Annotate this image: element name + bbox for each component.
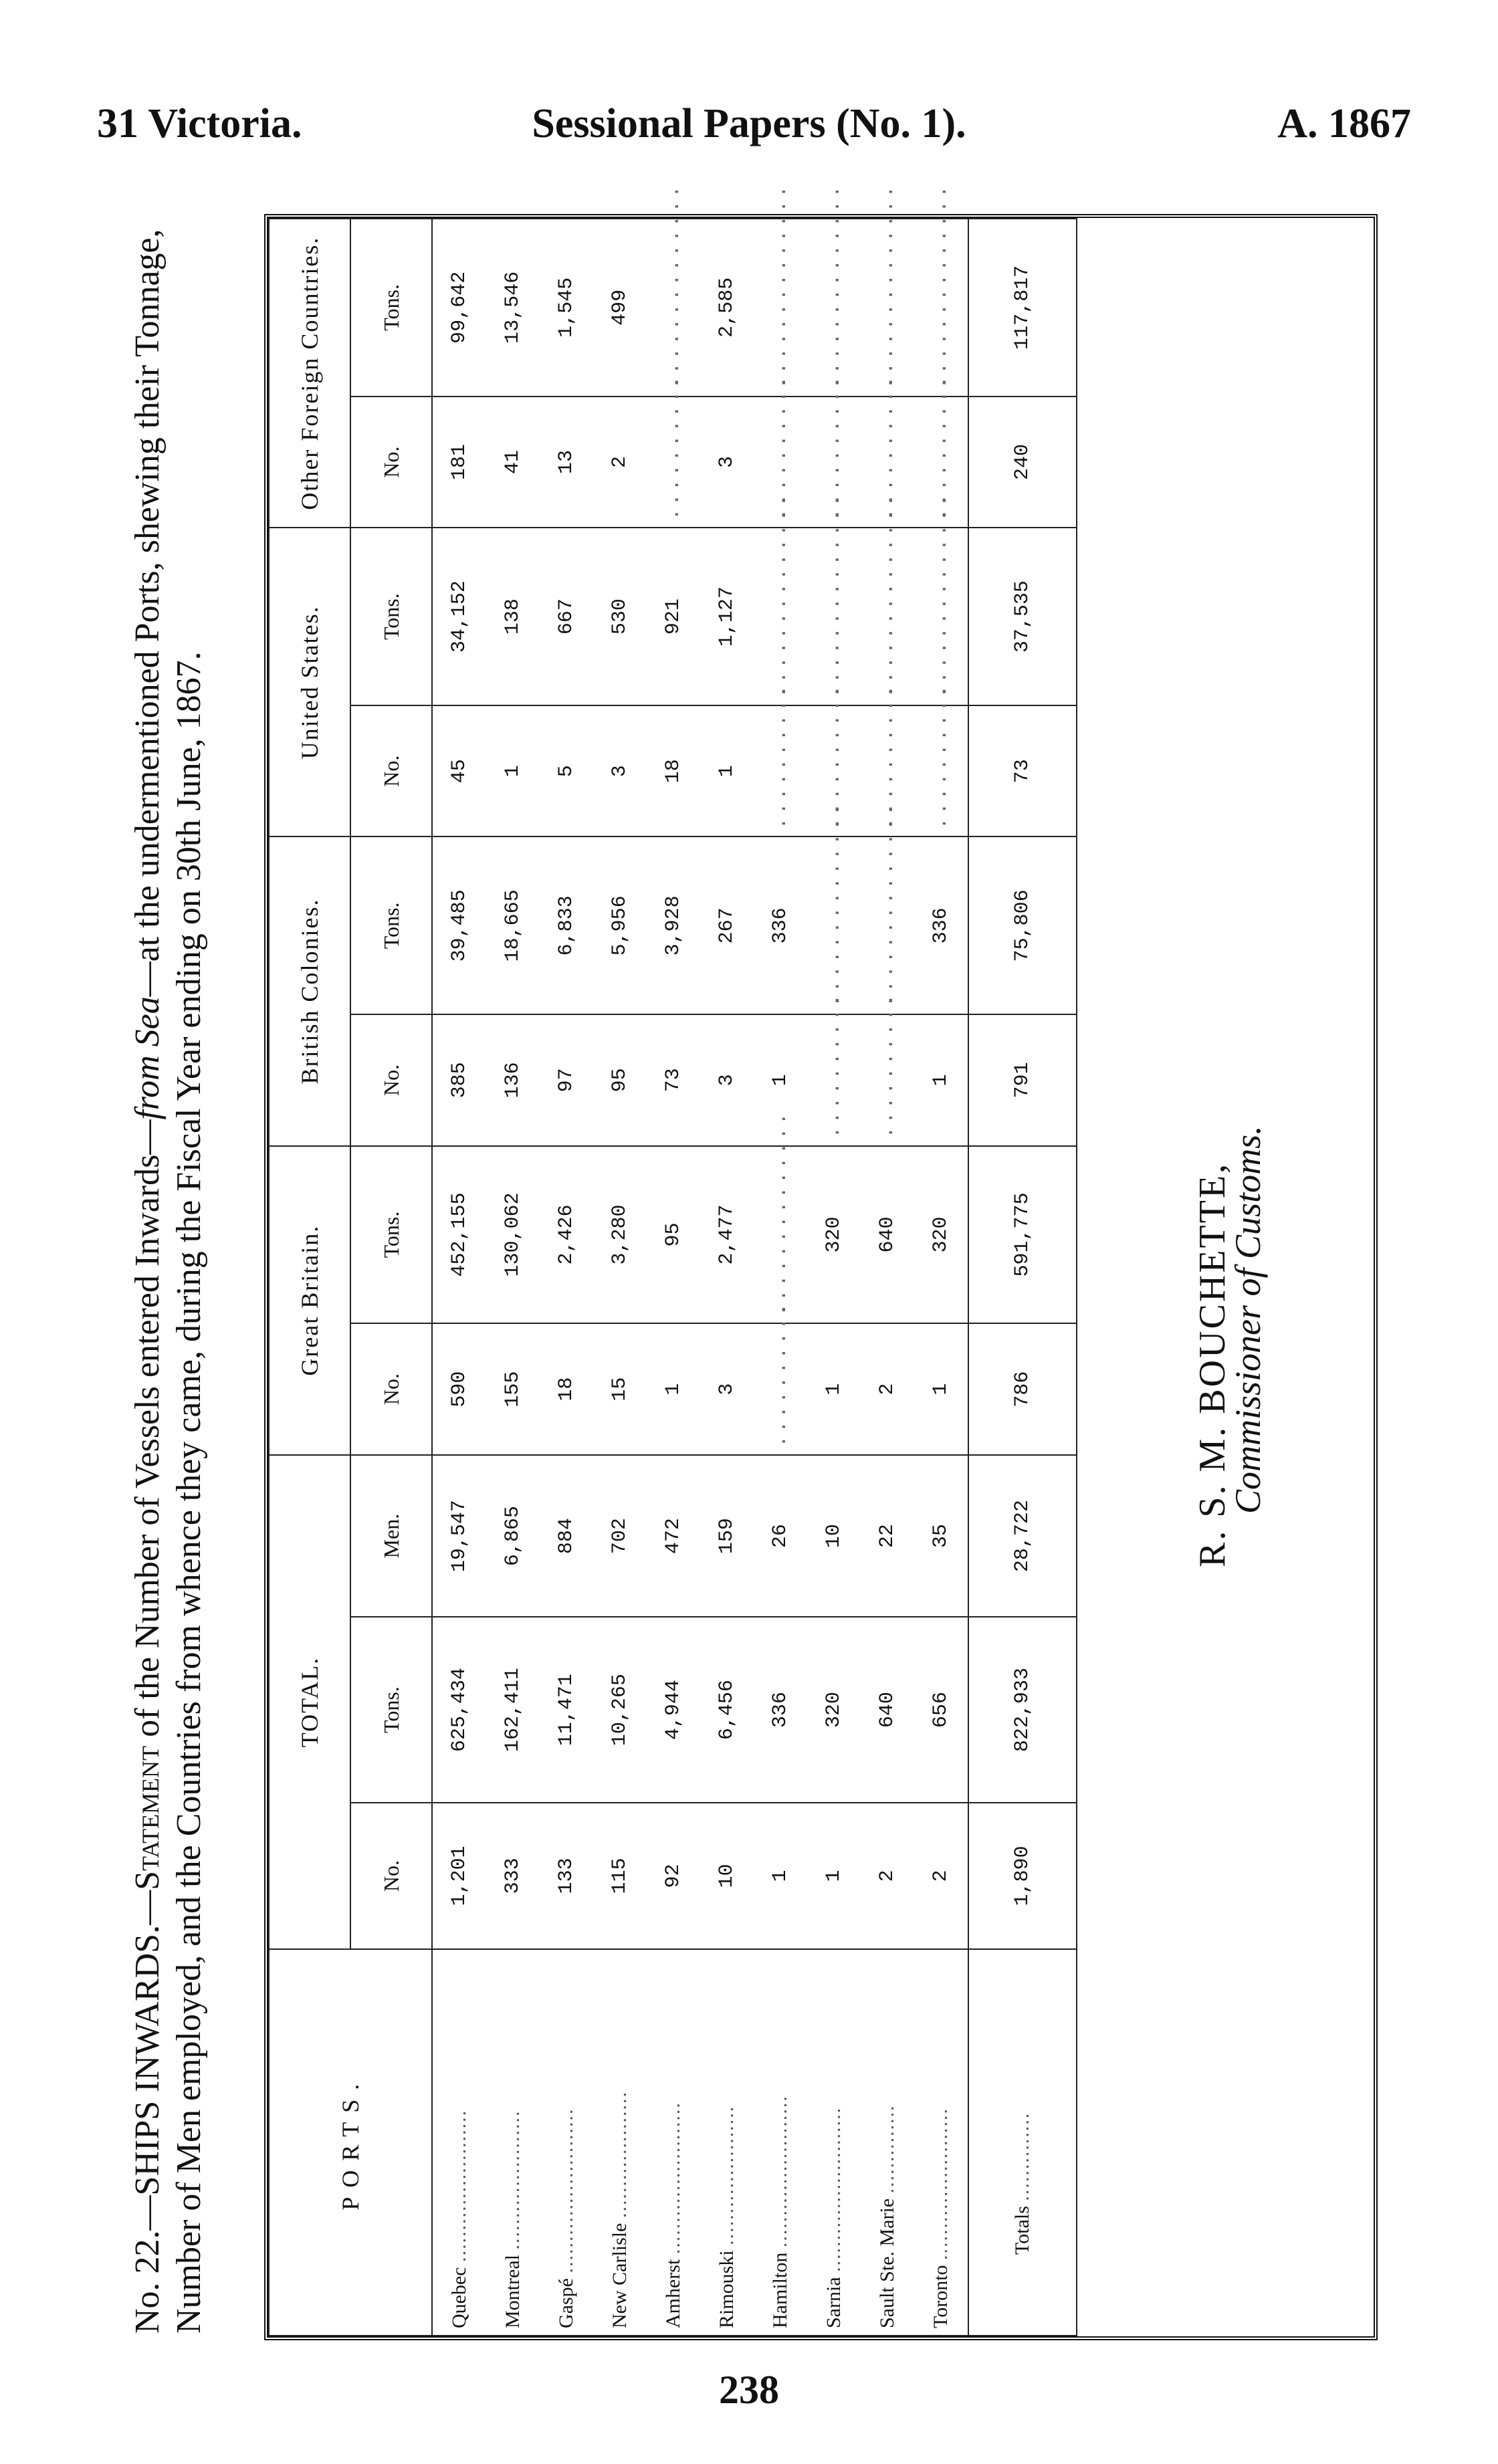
total-tons-cell: 4,944	[647, 1617, 700, 1802]
of-no-cell: 181	[432, 397, 486, 528]
us-tons-cell: 138	[486, 528, 540, 705]
bc-tons-cell: ..............	[861, 836, 914, 1014]
page-number: 238	[719, 2368, 779, 2412]
bc-no-cell: 97	[540, 1014, 593, 1145]
of-tons-cell: 99,642	[432, 219, 486, 397]
of-tons-cell: 499	[593, 219, 647, 397]
totals-bc-tons: 75,806	[968, 836, 1077, 1014]
sub-header-no: No.	[350, 397, 432, 528]
gb-tons-cell: 2,477	[700, 1146, 754, 1324]
totals-label-cell	[968, 1949, 1077, 2336]
table-row	[540, 219, 593, 2336]
port-name-cell	[914, 1949, 968, 2336]
us-no-cell: 3	[593, 705, 647, 836]
table-row	[647, 219, 700, 2336]
port-name-cell	[647, 1949, 700, 2336]
us-no-cell: 1	[700, 705, 754, 836]
running-head-left: 31 Victoria.	[97, 101, 302, 146]
sub-header-no: No.	[350, 1323, 432, 1454]
total-tons-cell: 11,471	[540, 1617, 593, 1802]
bc-tons-cell: 18,665	[486, 836, 540, 1014]
sub-header-tons: Tons.	[350, 528, 432, 705]
gb-no-cell: 1	[914, 1323, 968, 1454]
gb-tons-cell: 3,280	[593, 1146, 647, 1324]
total-tons-cell: 162,411	[486, 1617, 540, 1802]
table-row	[754, 219, 807, 2336]
leader-dots: ......................	[502, 2110, 524, 2250]
total-no-cell: 1	[754, 1803, 807, 1950]
of-no-cell: ..........	[647, 397, 700, 528]
totals-label: Totals	[1010, 2206, 1033, 2255]
port-name: Quebec	[448, 2267, 471, 2328]
bc-tons-cell: 5,956	[593, 836, 647, 1014]
port-name-cell	[700, 1949, 754, 2336]
gb-tons-cell: ..............	[754, 1146, 807, 1324]
port-name-cell	[540, 1949, 593, 2336]
gb-no-cell: 18	[540, 1323, 593, 1454]
men-cell: 22	[861, 1455, 914, 1617]
title-text-a: of the Number of Vessels entered Inwards—	[128, 1119, 167, 1746]
of-no-cell: ..........	[861, 397, 914, 528]
total-no-cell: 2	[861, 1803, 914, 1950]
title-text-b: —at the undermentioned Ports, shewing their Tonnage, Number of Men employed, and the Countries from whence they came, during the Fiscal Year ending on 30th June, 1867.	[128, 229, 208, 2334]
sub-header-tons: Tons.	[350, 1617, 432, 1802]
of-no-cell: ..........	[754, 397, 807, 528]
group-other-foreign: Other Foreign Countries.	[269, 219, 350, 528]
gb-tons-cell: 320	[914, 1146, 968, 1324]
men-cell: 472	[647, 1455, 700, 1617]
of-no-cell: ..........	[914, 397, 968, 528]
of-no-cell: 41	[486, 397, 540, 528]
gb-tons-cell: 640	[861, 1146, 914, 1324]
totals-of-tons: 117,817	[968, 219, 1077, 397]
bc-tons-cell: 39,485	[432, 836, 486, 1014]
of-tons-cell: 2,585	[700, 219, 754, 397]
leader-dots: ........................	[929, 2107, 952, 2260]
sub-header-tons: Tons.	[350, 836, 432, 1014]
us-no-cell: 1	[486, 705, 540, 836]
totals-bc-no: 791	[968, 1014, 1077, 1145]
port-name-cell	[432, 1949, 486, 2336]
group-total: TOTAL.	[269, 1455, 350, 1950]
totals-total-no: 1,890	[968, 1803, 1077, 1950]
port-name: Montreal	[502, 2255, 524, 2328]
men-cell: 19,547	[432, 1455, 486, 1617]
title-italic: from Sea	[128, 996, 167, 1120]
port-name: Toronto	[929, 2265, 952, 2328]
total-no-cell: 115	[593, 1803, 647, 1950]
total-tons-cell: 320	[807, 1617, 861, 1802]
totals-men: 28,722	[968, 1455, 1077, 1617]
of-no-cell: 2	[593, 397, 647, 528]
port-name: Hamilton	[768, 2252, 791, 2328]
sub-header-tons: Tons.	[350, 1146, 432, 1324]
bc-tons-cell: 6,833	[540, 836, 593, 1014]
title-smallcaps: Statement	[128, 1745, 167, 1890]
port-name: Gaspé	[555, 2278, 577, 2328]
gb-tons-cell: 452,155	[432, 1146, 486, 1324]
of-tons-cell: ..............	[861, 219, 914, 397]
totals-gb-no: 786	[968, 1323, 1077, 1454]
gb-tons-cell: 95	[647, 1146, 700, 1324]
total-tons-cell: 10,265	[593, 1617, 647, 1802]
of-tons-cell: ..............	[807, 219, 861, 397]
of-no-cell: 3	[700, 397, 754, 528]
signatory-name: R. S. M. BOUCHETTE,	[1192, 1161, 1233, 1567]
port-name: Sarnia	[822, 2277, 845, 2328]
gb-no-cell: 2	[861, 1323, 914, 1454]
bc-no-cell: 3	[700, 1014, 754, 1145]
us-no-cell: ..........	[807, 705, 861, 836]
port-name-cell	[861, 1949, 914, 2336]
totals-us-tons: 37,535	[968, 528, 1077, 705]
table-row	[861, 219, 914, 2336]
of-tons-cell: 1,545	[540, 219, 593, 397]
signature-block	[1191, 297, 1269, 1567]
bc-no-cell: 385	[432, 1014, 486, 1145]
gb-no-cell: 590	[432, 1323, 486, 1454]
bc-tons-cell: 336	[914, 836, 968, 1014]
title-number: No. 22.—SHIPS INWARDS.—	[128, 1890, 167, 2334]
men-cell: 6,865	[486, 1455, 540, 1617]
us-tons-cell: 34,152	[432, 528, 486, 705]
leader-dots: ........................	[768, 2095, 791, 2248]
us-no-cell: 45	[432, 705, 486, 836]
bc-no-cell: 1	[914, 1014, 968, 1145]
rotated-statement	[120, 181, 1391, 2354]
port-name: New Carlisle	[608, 2223, 631, 2328]
of-tons-cell: ..............	[914, 219, 968, 397]
totals-gb-tons: 591,775	[968, 1146, 1077, 1324]
table-row	[432, 219, 486, 2336]
port-name: Sault Ste. Marie	[875, 2198, 898, 2328]
of-tons-cell: ..............	[647, 219, 700, 397]
gb-no-cell: 1	[647, 1323, 700, 1454]
of-tons-cell: 13,546	[486, 219, 540, 397]
gb-tons-cell: 2,426	[540, 1146, 593, 1324]
men-cell: 159	[700, 1455, 754, 1617]
of-no-cell: ..........	[807, 397, 861, 528]
total-no-cell: 133	[540, 1803, 593, 1950]
bc-no-cell: 136	[486, 1014, 540, 1145]
table-row	[914, 219, 968, 2336]
ports-header: PORTS.	[269, 1949, 432, 2336]
totals-of-no: 240	[968, 397, 1077, 528]
port-name-cell	[754, 1949, 807, 2336]
statement-title	[127, 207, 210, 2334]
gb-no-cell: 15	[593, 1323, 647, 1454]
total-tons-cell: 625,434	[432, 1617, 486, 1802]
us-no-cell: 18	[647, 705, 700, 836]
port-name-cell	[486, 1949, 540, 2336]
us-tons-cell: 530	[593, 528, 647, 705]
port-name: Rimouski	[715, 2250, 738, 2328]
group-united-states: United States.	[269, 528, 350, 836]
total-no-cell: 10	[700, 1803, 754, 1950]
bc-tons-cell: 3,928	[647, 836, 700, 1014]
total-tons-cell: 6,456	[700, 1617, 754, 1802]
leader-dots: ....................	[608, 2091, 631, 2219]
bc-tons-cell: 267	[700, 836, 754, 1014]
port-name: Amherst	[661, 2259, 684, 2328]
bc-no-cell: ..........	[861, 1014, 914, 1145]
group-british-colonies: British Colonies.	[269, 836, 350, 1145]
table-row	[593, 219, 647, 2336]
running-head-center: Sessional Papers (No. 1).	[532, 101, 966, 146]
bc-tons-cell: 336	[754, 836, 807, 1014]
us-no-cell: ..........	[754, 705, 807, 836]
total-no-cell: 1,201	[432, 1803, 486, 1950]
table-row	[807, 219, 861, 2336]
bc-no-cell: 73	[647, 1014, 700, 1145]
gb-no-cell: 155	[486, 1323, 540, 1454]
gb-tons-cell: 130,062	[486, 1146, 540, 1324]
us-tons-cell: ..............	[914, 528, 968, 705]
sub-header-no: No.	[350, 1014, 432, 1145]
port-name-cell	[807, 1949, 861, 2336]
totals-total-tons: 822,933	[968, 1617, 1077, 1802]
leader-dots: ..............	[875, 2104, 898, 2194]
port-name-cell	[593, 1949, 647, 2336]
men-cell: 26	[754, 1455, 807, 1617]
us-tons-cell: 1,127	[700, 528, 754, 705]
bc-no-cell: 95	[593, 1014, 647, 1145]
us-tons-cell: ..............	[754, 528, 807, 705]
of-no-cell: 13	[540, 397, 593, 528]
leader-dots: ........................	[448, 2109, 471, 2262]
table-row	[486, 219, 540, 2336]
totals-us-no: 73	[968, 705, 1077, 836]
us-no-cell: ..........	[914, 705, 968, 836]
sub-header-tons: Tons.	[350, 219, 432, 397]
leader-dots: ..............	[1010, 2112, 1033, 2201]
men-cell: 10	[807, 1455, 861, 1617]
bc-no-cell: 1	[754, 1014, 807, 1145]
us-tons-cell: ..............	[807, 528, 861, 705]
leader-dots: ......................	[715, 2105, 738, 2245]
total-no-cell: 2	[914, 1803, 968, 1950]
totals-row	[968, 219, 1077, 2336]
leader-dots: ..........................	[822, 2106, 845, 2272]
group-great-britain: Great Britain.	[269, 1146, 350, 1455]
table-row	[700, 219, 754, 2336]
total-no-cell: 92	[647, 1803, 700, 1950]
total-no-cell: 1	[807, 1803, 861, 1950]
total-tons-cell: 640	[861, 1617, 914, 1802]
us-tons-cell: 667	[540, 528, 593, 705]
total-tons-cell: 336	[754, 1617, 807, 1802]
us-no-cell: ..........	[861, 705, 914, 836]
gb-no-cell: 3	[700, 1323, 754, 1454]
gb-tons-cell: 320	[807, 1146, 861, 1324]
ships-inwards-table	[268, 183, 1077, 2336]
men-cell: 884	[540, 1455, 593, 1617]
men-cell: 35	[914, 1455, 968, 1617]
table-body	[432, 183, 1077, 2336]
us-no-cell: 5	[540, 705, 593, 836]
men-cell: 702	[593, 1455, 647, 1617]
running-head-right: A. 1867	[1277, 101, 1411, 146]
of-tons-cell: ..............	[754, 219, 807, 397]
sub-header-no: No.	[350, 705, 432, 836]
leader-dots: ........................	[661, 2102, 684, 2255]
leader-dots: ..........................	[555, 2108, 577, 2273]
bc-tons-cell: ..............	[807, 836, 861, 1014]
bc-no-cell: ..........	[807, 1014, 861, 1145]
total-no-cell: 333	[486, 1803, 540, 1950]
us-tons-cell: 921	[647, 528, 700, 705]
gb-no-cell: ..........	[754, 1323, 807, 1454]
us-tons-cell: ..............	[861, 528, 914, 705]
sub-header-no: No.	[350, 1803, 432, 1950]
gb-no-cell: 1	[807, 1323, 861, 1454]
total-tons-cell: 656	[914, 1617, 968, 1802]
sub-header-men: Men.	[350, 1455, 432, 1617]
signatory-title: Commissioner of Customs.	[1228, 1125, 1268, 1514]
statement-table-frame	[264, 183, 1378, 2340]
